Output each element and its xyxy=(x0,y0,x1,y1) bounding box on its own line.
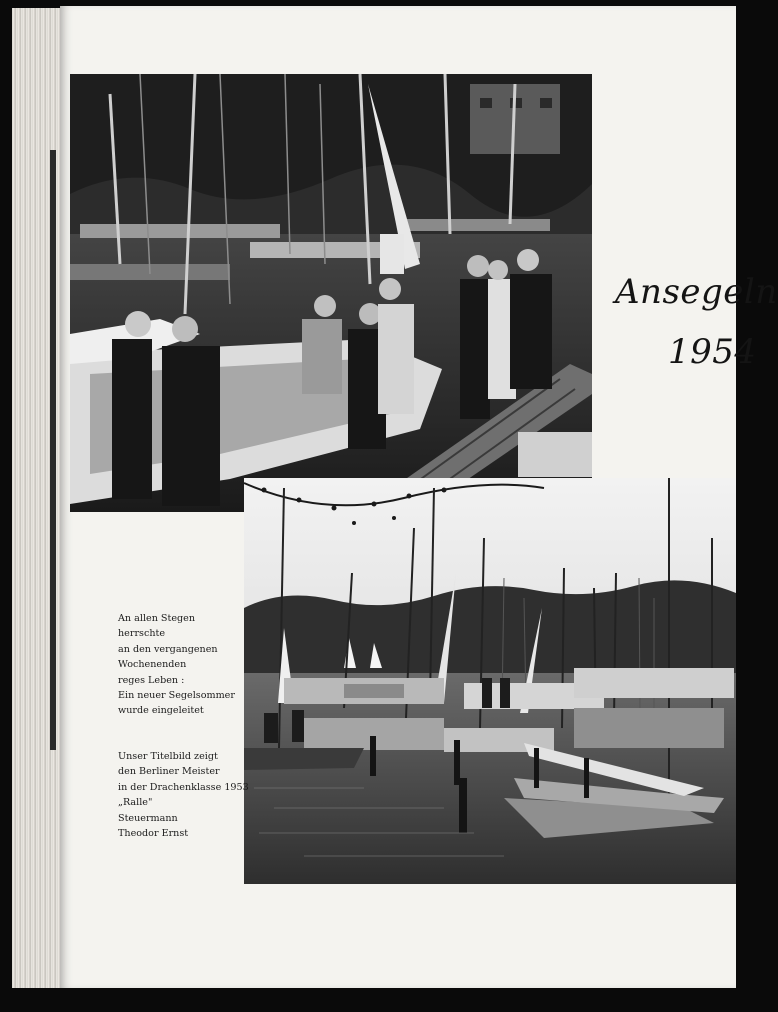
caption-line: Steuermann xyxy=(118,812,178,824)
caption-line: Theodor Ernst xyxy=(118,827,189,839)
caption-line: Unser Titelbild zeigt xyxy=(118,751,218,762)
caption-line: herrschte xyxy=(118,628,166,640)
caption-line: an den vergangenen xyxy=(118,643,218,655)
caption-line: Ein neuer Segelsommer xyxy=(118,689,235,701)
caption-line: Wochenenden xyxy=(118,659,187,671)
caption-line: reges Leben : xyxy=(118,674,185,686)
photo-jetty-sailors xyxy=(70,74,592,512)
caption-line: „Ralle" xyxy=(118,797,153,809)
spine-shadow xyxy=(50,150,56,750)
caption-line: den Berliner Meister xyxy=(118,766,220,778)
caption-stegen xyxy=(118,611,235,719)
caption-line: An allen Stegen xyxy=(118,613,196,624)
caption-line: wurde eingeleitet xyxy=(118,705,204,717)
photo-harbour-boats xyxy=(244,478,736,884)
caption-line: in der Drachenklasse 1953 xyxy=(118,781,249,793)
headline-ansegeln: Ansegeln xyxy=(615,272,778,312)
headline-year: 1954 xyxy=(668,332,757,372)
caption-titelbild xyxy=(118,749,249,841)
